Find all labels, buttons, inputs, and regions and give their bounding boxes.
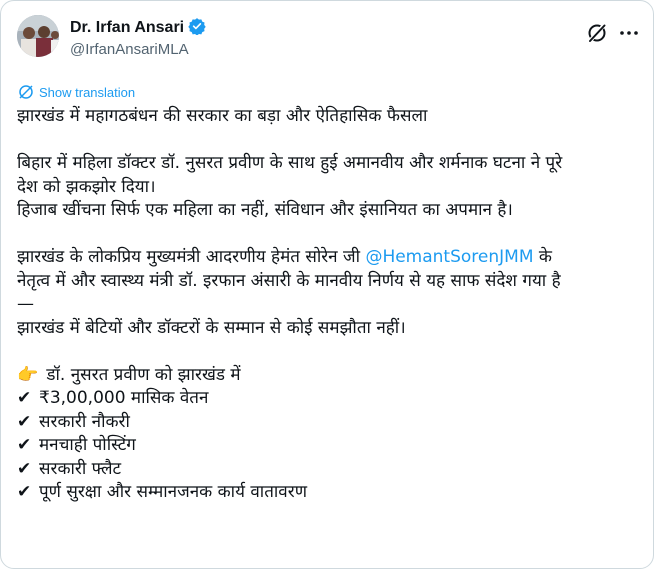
tweet-line: — <box>17 294 34 314</box>
tweet-text-span: डॉ. नुसरत प्रवीण को झारखंड में <box>41 364 241 385</box>
pointing-hand-icon: 👉 <box>17 364 39 385</box>
blank-line <box>17 340 647 364</box>
check-mark-icon: ✔ <box>17 458 32 479</box>
list-item <box>17 458 647 482</box>
author-name[interactable] <box>70 17 206 41</box>
tweet-line: देश को झकझोर दिया। <box>17 176 156 197</box>
check-mark-icon: ✔ <box>17 388 32 408</box>
check-mark-icon: ✔ <box>17 435 32 455</box>
tweet-line: झारखंड में बेटियों और डॉक्टरों के सम्मान से कोई समझौता नहीं। <box>17 317 406 338</box>
list-item-text: ₹3,00,000 मासिक वेतन <box>39 388 209 408</box>
avatar[interactable] <box>17 15 59 57</box>
blank-line <box>17 223 647 247</box>
list-item-text: मनचाही पोस्टिंग <box>39 435 136 455</box>
grok-icon[interactable] <box>585 21 609 45</box>
list-item <box>17 434 647 458</box>
list-item <box>17 411 647 435</box>
tweet-line: बिहार में महिला डॉक्टर डॉ. नुसरत प्रवीण के साथ हुई अमानवीय और शर्मनाक घटना ने पूरे <box>17 153 563 173</box>
list-item <box>17 481 647 505</box>
tweet-line: हिजाब खींचना सिर्फ एक महिला का नहीं, संविधान और इंसानियत का अपमान है। <box>17 200 513 220</box>
tweet-text <box>17 105 647 505</box>
show-translation-text: Show translation <box>39 85 136 100</box>
author-handle[interactable]: @IrfanAnsariMLA <box>70 41 189 58</box>
verified-badge-icon <box>188 17 206 41</box>
author-name-text: Dr. Irfan Ansari <box>70 19 185 36</box>
translate-icon <box>18 84 34 100</box>
list-item-text: सरकारी नौकरी <box>39 411 130 432</box>
check-mark-icon: ✔ <box>17 411 32 432</box>
tweet-line <box>17 364 647 388</box>
check-mark-icon: ✔ <box>17 482 32 502</box>
tweet-line <box>17 246 647 270</box>
list-item <box>17 387 647 411</box>
blank-line <box>17 129 647 153</box>
mention-link[interactable]: @HemantSorenJMM <box>365 247 534 267</box>
tweet-line: झारखंड में महागठबंधन की सरकार का बड़ा और ऐतिहासिक फैसला <box>17 106 428 126</box>
tweet-text-span: के <box>533 247 552 267</box>
more-options-icon[interactable] <box>617 21 641 45</box>
list-item-text: सरकारी फ्लैट <box>39 458 122 479</box>
list-item-text: पूर्ण सुरक्षा और सम्मानजनक कार्य वातावरण <box>39 482 307 502</box>
tweet-line: नेतृत्व में और स्वास्थ्य मंत्री डॉ. इरफान अंसारी के मानवीय निर्णय से यह साफ संदेश गया है <box>17 270 561 291</box>
show-translation-link[interactable] <box>18 84 135 102</box>
tweet-text-span: झारखंड के लोकप्रिय मुख्यमंत्री आदरणीय हेमंत सोरेन जी <box>17 247 366 267</box>
